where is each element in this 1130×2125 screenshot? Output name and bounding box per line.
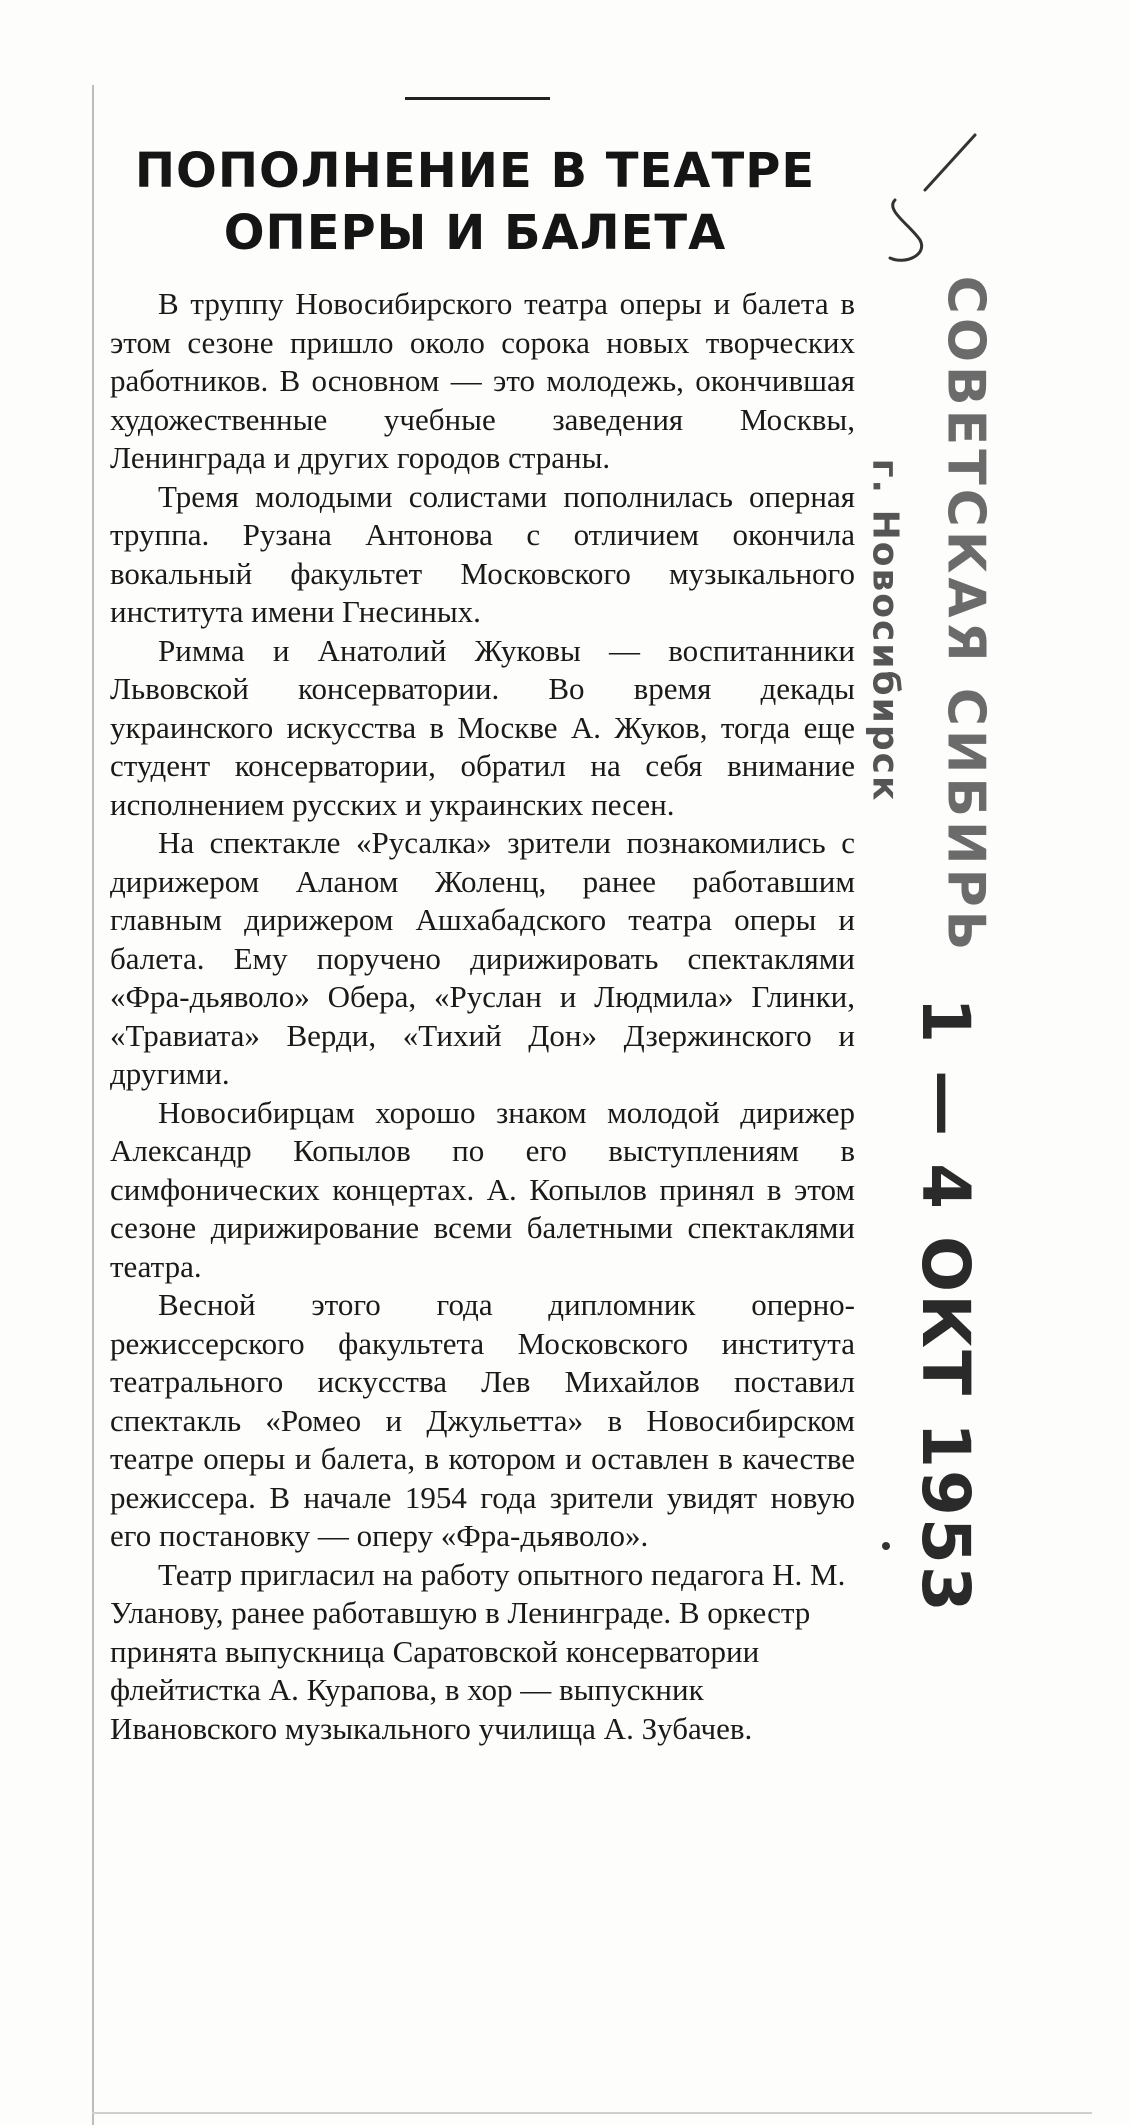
article-paragraph-1: В труппу Новосибирского театра оперы и балета в этом сезоне пришло около сорока новых творческих работников. В основном — это молодежь, окончившая художественные учебные заведения Москвы, Ленинграда и других городов страны. [110, 286, 855, 475]
article-paragraph-4: На спектакле «Русалка» зрители познакомились с дирижером Аланом Жоленц, ранее работавшим главным дирижером Ашхабадского театра оперы и балета. Ему поручено дирижировать спектаклями «Фра-дьяволо» Обера, «Руслан и Людмила» Глинки, «Травиата» Верди, «Тихий Дон» Дзержинского и другими. [110, 825, 855, 1091]
city-stamp-text: г. Новосибирск [864, 458, 906, 802]
date-stamp [900, 996, 990, 1614]
handwritten-mark-icon [880, 130, 990, 270]
date-stamp-text: 1 — 4 ОКТ 1953 [906, 996, 984, 1614]
article-paragraph-3: Римма и Анатолий Жуковы — воспитанники Львовской консерватории. Во время декады украинского искусства в Москве А. Жуков, тогда еще студент консерватории, обратил на себя внимание исполнением русских и украинских песен. [110, 632, 855, 822]
newspaper-stamp [935, 275, 996, 955]
headline-line-2: ОПЕРЫ И БАЛЕТА [223, 205, 727, 261]
newspaper-stamp-text: СОВЕТСКАЯ СИБИРЬ [935, 275, 996, 955]
article-paragraph-2: Тремя молодыми солистами пополнилась оперная труппа. Рузана Антонова с отличием окончила вокальный факультет Московского музыкального института имени Гнесиных. [110, 478, 855, 629]
article-body [110, 285, 855, 1748]
clipping-bottom-edge [92, 2112, 1092, 2114]
clipping-left-edge [92, 85, 94, 2125]
city-stamp [860, 440, 910, 820]
article-paragraph-6: Весной этого года дипломник оперно-режиссерского факультета Московского института театрального искусства Лев Михайлов поставил спектакль «Ромео и Джульетта» в Новосибирском театре оперы и балета, в котором и оставлен в качестве режиссера. В начале 1954 года зрители увидят новую его постановку — оперу «Фра-дьяволо». [110, 1287, 855, 1553]
headline-line-1: ПОПОЛНЕНИЕ В ТЕАТРЕ [134, 143, 816, 199]
article-headline [100, 140, 850, 264]
article-paragraph-7: Театр пригласил на работу опытного педагога Н. М. Уланову, ранее работавшую в Ленинграде. В оркестр принята выпускница Саратовской консерватории флейтистка А. Курапова, в хор — выпускник Ивановского музыкального училища А. Зубачев. [110, 1556, 846, 1746]
headline-top-rule [405, 97, 550, 100]
ink-dot [882, 1542, 890, 1550]
article-paragraph-5: Новосибирцам хорошо знаком молодой дирижер Александр Копылов по его выступлениям в симфонических концертах. А. Копылов принял в этом сезоне дирижирование всеми балетными спектаклями театра. [110, 1094, 855, 1284]
